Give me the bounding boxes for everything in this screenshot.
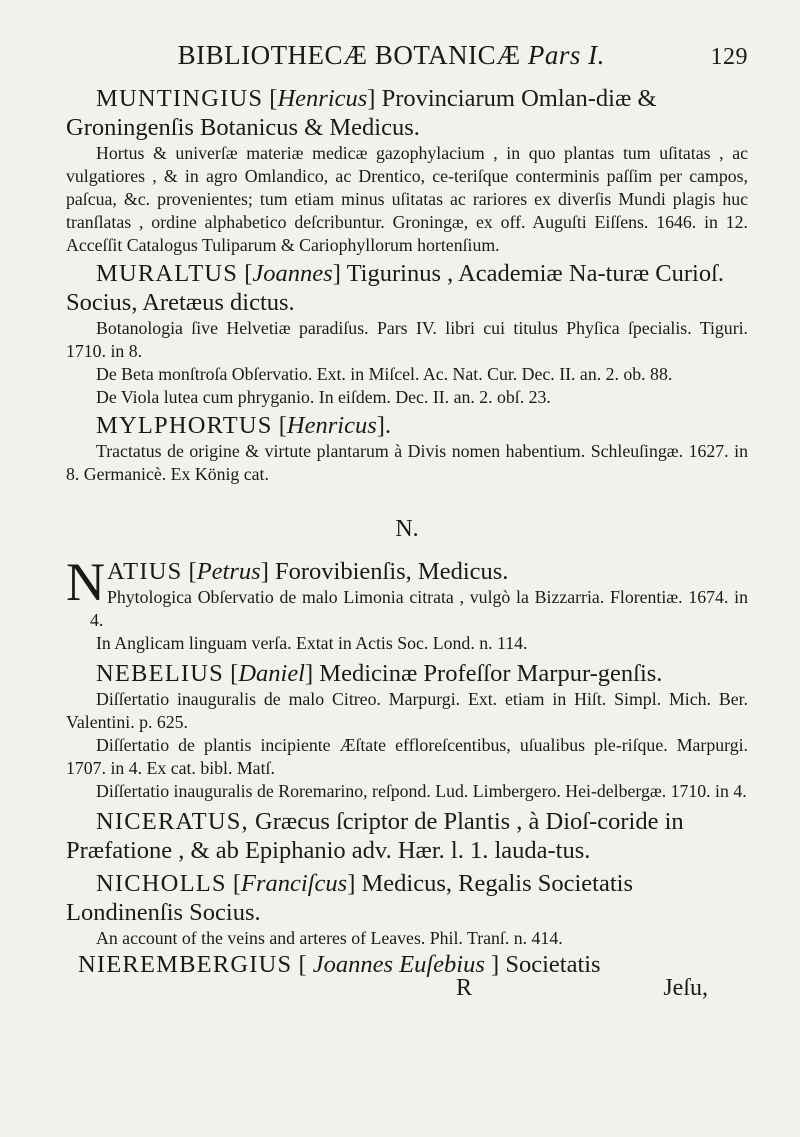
entry-work: Diſſertatio de plantis incipiente Æſtate efflorеſcentibus, uſualibus ple-riſque. Marpurgi. 1707. in 4. Ex cat. bibl. Matſ. [66, 735, 748, 778]
entry-work: Tractatus de origine & virtute plantarum à Divis nomen habentium. Schleuſingæ. 1627. in 8. Germanicè. Ex König cat. [66, 441, 748, 484]
entry-heading-nierembergius: NIEREMBERGIUS [ Joannes Euſebius ] Societatis [78, 951, 601, 978]
entry-heading-mylphortus: MYLPHORTUS [Henricus]. [96, 412, 392, 439]
entry-work: Diſſertatio inauguralis de Roremarino, reſpond. Lud. Limbergero. Hei-delbergæ. 1710. in 4. [96, 781, 747, 801]
catchword: Jeſu, [663, 975, 708, 1001]
entry-natius [66, 552, 748, 655]
page-number: 129 [710, 44, 748, 70]
entry-heading-muntingius: MUNTINGIUS [Henricus] Provinciarum Omlan-diæ & Groningenſis Botanicus & Medicus. [66, 85, 657, 141]
running-head-title: BIBLIOTHECÆ BOTANICÆ Pars I. [177, 40, 605, 70]
entry-work: Phytologica Obſervatio de malo Limonia citrata , vulgò la Bizzarria. Florentiæ. 1674. in 4. [90, 587, 748, 630]
catchword-line [66, 975, 748, 1002]
entry-heading-nebelius: NEBELIUS [Daniel] Medicinæ Profeſſor Marpur-genſis. [96, 660, 663, 687]
entry-work: De Beta monſtroſa Obſervatio. Ext. in Miſcel. Ac. Nat. Cur. Dec. II. an. 2. ob. 88. [96, 364, 673, 384]
drop-cap: N [66, 552, 105, 612]
entry-work: Hortus & univerſæ materiæ medicæ gazophylacium , in quo plantas tum uſitatas , ac vulgatiores , & in agro Omlandico, ac Drentico, ce-teriſque conterminis paſſim per campos, paſcua, &c. provenientes; tum etiam minus uſitatas ac rariores ex diverſis Mundi plagis huc tranſlatas , ordine alphabetico deſcribuntur. Groningæ, ex off. Auguſti Eiſſens. 1646. in 12. Acceſſit Catalogus Tuliparum & Cariophyllorum hortenſium. [66, 143, 748, 255]
entry-work: Diſſertatio inauguralis de malo Citreo. Marpurgi. Ext. etiam in Hiſt. Simpl. Mich. Ber. Valentini. p. 625. [66, 689, 748, 732]
running-head [66, 40, 748, 84]
entry-work: In Anglicam linguam verſa. Extat in Actis Soc. Lond. n. 114. [96, 633, 528, 653]
entry-work: De Viola lutea cum phryganio. In eiſdem. Dec. II. an. 2. obſ. 23. [96, 387, 551, 407]
signature-mark: R [456, 975, 473, 1001]
section-letter: N. [395, 516, 419, 542]
entry-heading-natius: ATIUS [Petrus] Forovibienſis, Medicus. [107, 558, 509, 585]
entry-heading-niceratus: NICERATUS, Græcus ſcriptor de Plantis , à Dioſ-coride in Præfatione , & ab Epiphanio adv. Hær. l. 1. lauda-tus. [66, 808, 684, 864]
entry-heading-muraltus: MURALTUS [Joannes] Tigurinus , Academiæ Na-turæ Curioſ. Socius, Aretæus dictus. [66, 260, 725, 316]
running-head-part: Pars I. [527, 40, 605, 70]
entry-work: Botanologia ſive Helvetiæ paradiſus. Pars IV. libri cui titulus Phyſica ſpecialis. Tiguri. 1710. in 8. [66, 318, 748, 361]
entry-heading-nicholls: NICHOLLS [Franciſcus] Medicus, Regalis Societatis Londinenſis Socius. [66, 870, 633, 926]
entry-work: An account of the veins and arteres of Leaves. Phil. Tranſ. n. 414. [96, 928, 563, 948]
